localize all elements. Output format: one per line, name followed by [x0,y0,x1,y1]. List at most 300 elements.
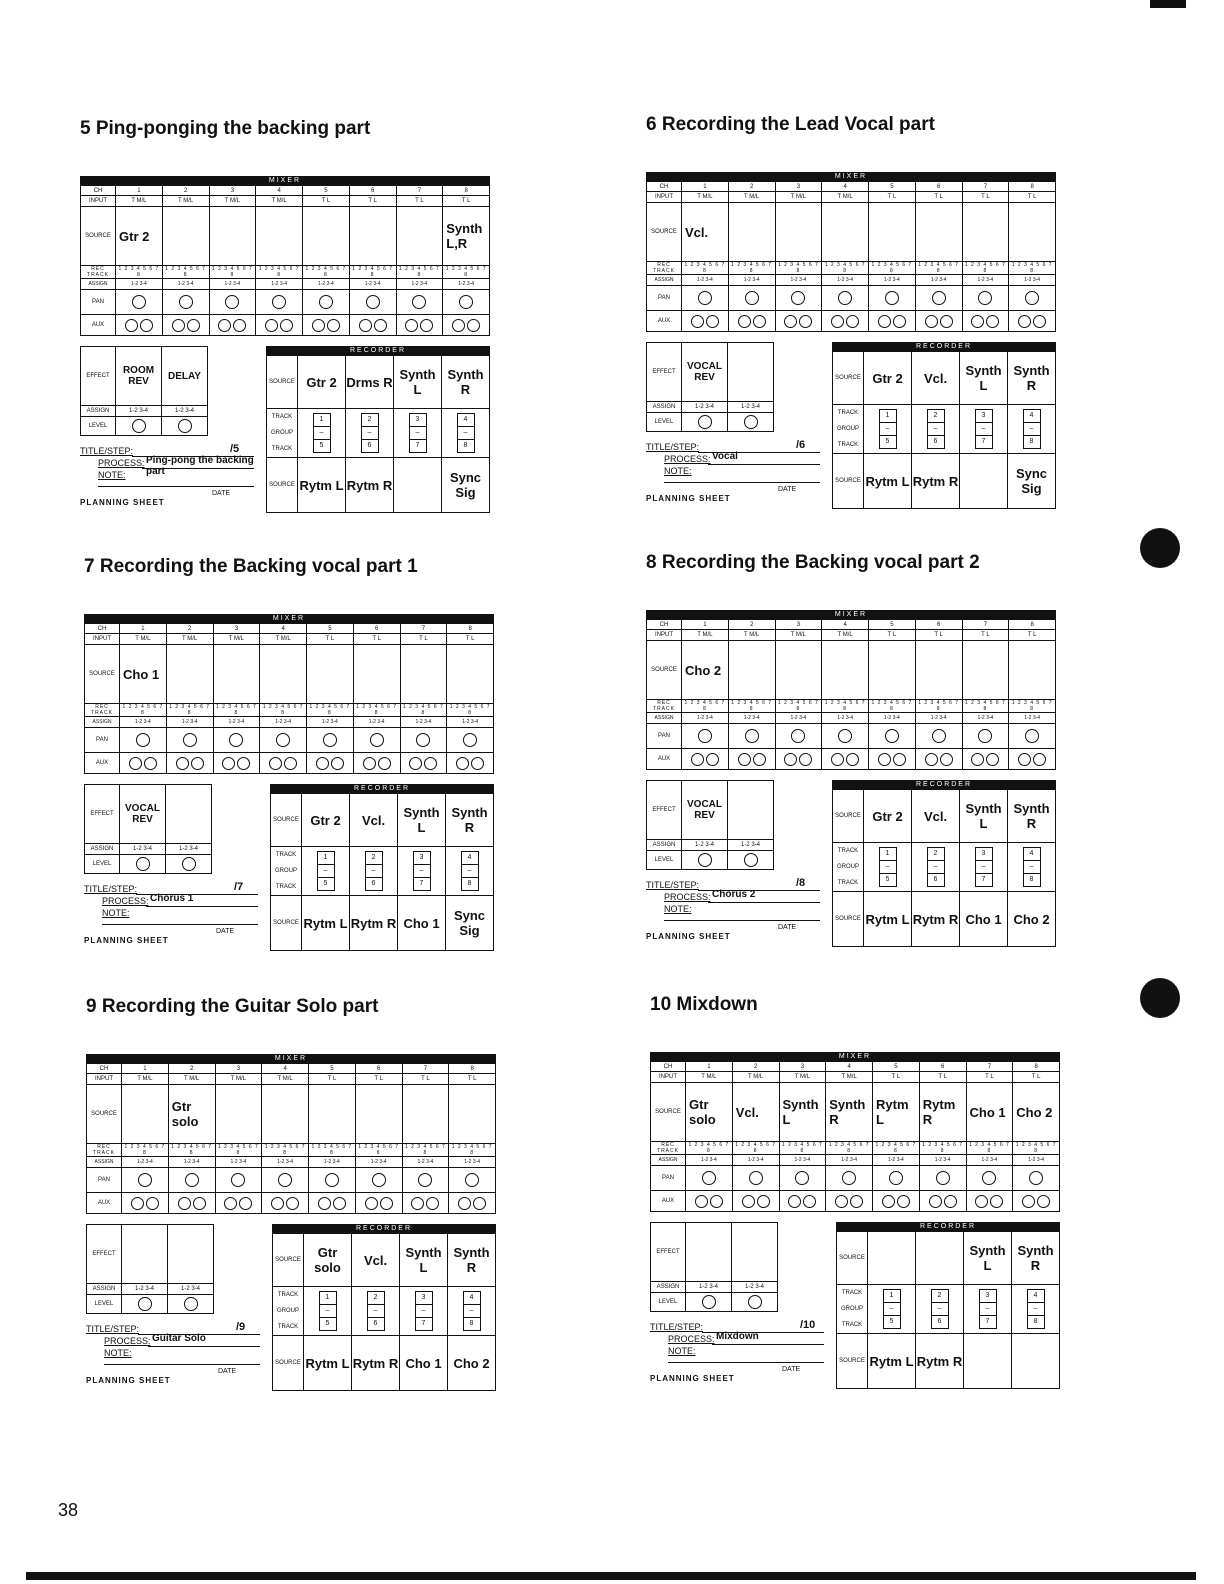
track-number: 1 [318,852,334,865]
mixer-source-cell: Gtr solo [686,1083,733,1142]
recorder-source-cell: Gtr 2 [864,790,912,843]
knob-icon [136,733,150,747]
mixer-source-cell [822,203,869,262]
track-number: 8 [463,442,468,449]
aux-knobs [915,311,962,332]
track-box [975,409,993,449]
group-label: GROUP [276,1308,299,1314]
effect-label: EFFECT [647,781,682,840]
mixer-source-cell [355,1085,402,1144]
knob-icon [325,1173,339,1187]
recorder-source-cell: Synth L [398,794,446,847]
channel-number: 1 [120,624,167,634]
effect-label: EFFECT [85,785,120,844]
section-title: 10 Mixdown [650,994,758,1015]
knob-icon [426,1197,439,1210]
input-selector: T M/L [728,630,775,641]
knob-icon [744,853,758,867]
knob-icon [885,291,899,305]
channel-number: 7 [396,186,443,196]
track-group-box [350,847,398,896]
track-number: 4 [1024,848,1040,861]
assign-selector: 1-2 3-4 [449,1157,496,1168]
aux-knobs [1009,311,1056,332]
rec-source-label: SOURCE [833,892,864,947]
knob-icon [409,757,422,770]
aux-knobs [116,315,163,336]
recorder-source-cell: Synth R [1008,790,1056,843]
track-group-box [346,409,394,458]
aux-knobs [732,1191,779,1212]
effect-2 [728,343,774,402]
mixer-source-cell [353,645,400,704]
recorder-table [270,793,494,951]
track-group-box [446,847,494,896]
channel-number: 6 [915,620,962,630]
knob-icon [791,291,805,305]
knob-icon [990,1195,1003,1208]
input-selector: T L [353,634,400,645]
channel-number: 6 [353,624,400,634]
channel-number: 1 [682,182,729,192]
input-selector: T M/L [822,192,869,203]
effect-assign-2: 1-2 3-4 [728,840,774,851]
assign-selector: 1-2 3-4 [396,279,443,290]
knob-icon [691,753,704,766]
input-selector: T L [869,630,916,641]
knob-icon [323,733,337,747]
planning-section [646,114,1066,514]
knob-icon [140,319,153,332]
pan-label: PAN [651,1166,686,1191]
channel-number: 7 [962,182,1009,192]
channel-number: 3 [209,186,256,196]
group-label: GROUP [836,864,859,870]
effect-table [646,780,774,870]
track-label: TRACK [837,848,859,854]
knob-icon [178,419,192,433]
group-label: GROUP [840,1306,863,1312]
rec-source-label: SOURCE [833,790,864,843]
aux-knobs [166,753,213,774]
mixer-table [646,181,1056,332]
input-selector: T M/L [162,196,209,207]
recorder-source-cell: Gtr 2 [864,352,912,405]
pan-knob [122,1168,169,1193]
track-group-box [1012,1285,1060,1334]
track-box [927,409,945,449]
knob-icon [885,729,899,743]
knob-icon [1037,1195,1050,1208]
level-knob-1 [116,417,162,436]
mixer-source-cell [728,203,775,262]
pan-knob [353,728,400,753]
effect-assign-label: ASSIGN [81,406,116,417]
knob-icon [846,315,859,328]
knob-icon [1018,753,1031,766]
pan-knob [779,1166,826,1191]
knob-icon [138,1173,152,1187]
aux-knobs [966,1191,1013,1212]
rec-track-selector: 1 2 3 4 5 6 7 8 [728,262,775,275]
note-label: NOTE: [664,466,692,476]
aux-label: AUX [81,315,116,336]
knob-icon [378,757,391,770]
knob-icon [222,757,235,770]
assign-label: ASSIGN [81,279,116,290]
recorder-source-cell: Sync Sig [446,896,494,951]
mixer-source-cell [349,207,396,266]
title-step-area [80,443,256,510]
input-selector: T L [915,630,962,641]
rule [712,1344,824,1345]
pan-knob [775,286,822,311]
title-step-area [646,439,822,506]
aux-knobs [682,311,729,332]
group-marker: – [362,427,378,440]
mixer-source-cell [260,645,307,704]
source-label: SOURCE [81,207,116,266]
level-knob-1 [122,1295,168,1314]
knob-icon [237,757,250,770]
aux-knobs [449,1193,496,1214]
knob-icon [136,857,150,871]
channel-number: 6 [919,1062,966,1072]
aux-knobs [309,1193,356,1214]
knob-icon [411,1197,424,1210]
knob-icon [753,753,766,766]
rec-track-selector: 1 2 3 4 5 6 7 8 [309,1144,356,1157]
recorder-source-cell: Drms R [346,356,394,409]
track-label: TRACK [277,1292,299,1298]
date-label: DATE [778,924,797,931]
input-label: INPUT [87,1074,122,1085]
effect-2 [728,781,774,840]
track-group-box [400,1287,448,1336]
rec-track-selector: 1 2 3 4 5 6 7 8 [262,1144,309,1157]
recorder-source-cell: Gtr solo [304,1234,352,1287]
recorder-source-cell: Rytm L [304,1336,352,1391]
knob-icon [284,757,297,770]
track-box [975,847,993,887]
recorder-source-cell: Rytm L [302,896,350,951]
input-selector: T L [307,634,354,645]
assign-selector: 1-2 3-4 [728,275,775,286]
rec-track-label: REC TRACK [651,1142,686,1155]
rec-track-label: REC TRACK [81,266,116,279]
track-number: 1 [320,1292,336,1305]
recorder-block [832,342,1056,506]
assign-selector: 1-2 3-4 [120,717,167,728]
ch-label: CH [87,1064,122,1074]
knob-icon [835,1195,848,1208]
pan-label: PAN [81,290,116,315]
mixer-source-cell: Synth R [826,1083,873,1142]
mixer-source-cell: Rytm R [919,1083,966,1142]
input-selector: T L [873,1072,920,1083]
recorder-source-cell [964,1334,1012,1389]
knob-icon [374,319,387,332]
rule [148,1346,260,1347]
input-selector: T M/L [260,634,307,645]
track-label: TRACK [837,880,859,886]
input-selector: T M/L [682,630,729,641]
track-group-box [298,409,346,458]
track-box [415,1291,433,1331]
knob-icon [131,1197,144,1210]
assign-selector: 1-2 3-4 [919,1155,966,1166]
note-label: NOTE: [102,908,130,918]
pan-knob [682,286,729,311]
knob-icon [172,319,185,332]
assign-label: ASSIGN [87,1157,122,1168]
knob-icon [986,315,999,328]
assign-selector: 1-2 3-4 [915,275,962,286]
knob-icon [706,753,719,766]
knob-icon [184,1297,198,1311]
assign-selector: 1-2 3-4 [307,717,354,728]
step-number: /7 [234,881,244,893]
assign-selector: 1-2 3-4 [355,1157,402,1168]
aux-knobs [122,1193,169,1214]
mixer-source-cell [775,203,822,262]
planning-sheet-label: PLANNING SHEET [84,936,169,945]
knob-icon [925,315,938,328]
section-title: 8 Recording the Backing vocal part 2 [646,552,980,573]
knob-icon [380,1197,393,1210]
pan-knob [682,724,729,749]
track-number: 4 [1024,410,1040,423]
mixer-source-cell [309,1085,356,1144]
planning-section [80,118,500,518]
recorder-block [832,780,1056,944]
channel-number: 1 [686,1062,733,1072]
knob-icon [940,753,953,766]
recorder-source-cell: Vcl. [912,790,960,843]
track-box [1023,409,1041,449]
process-label: PROCESS: [102,896,149,906]
mixer-source-cell [449,1085,496,1144]
pan-knob [116,290,163,315]
aux-knobs [775,311,822,332]
mixer-source-cell: Cho 2 [682,641,729,700]
track-number: 1 [880,410,896,423]
step-number: /9 [236,1321,246,1333]
track-group-box [304,1287,352,1336]
group-marker: – [416,1305,432,1318]
knob-icon [265,319,278,332]
effect-assign-label: ASSIGN [651,1282,686,1293]
recorder-header: RECORDER [266,346,490,355]
aux-knobs [1013,1191,1060,1212]
aux-knobs [353,753,400,774]
process-value: Chorus 2 [712,889,756,900]
aux-knobs [349,315,396,336]
process-label: PROCESS: [668,1334,715,1344]
aux-knobs [400,753,447,774]
effect-label: EFFECT [87,1225,122,1284]
aux-knobs [728,311,775,332]
effect-assign-1: 1-2 3-4 [682,402,728,413]
input-selector: T M/L [116,196,163,207]
note-label: NOTE: [668,1346,696,1356]
pan-knob [447,728,494,753]
assign-selector: 1-2 3-4 [682,275,729,286]
pan-knob [162,290,209,315]
channel-number: 4 [262,1064,309,1074]
track-number: 7 [415,442,420,449]
input-selector: T L [309,1074,356,1085]
aux-knobs [162,315,209,336]
knob-icon [975,1195,988,1208]
track-number: 5 [319,442,324,449]
track-box [457,413,475,453]
knob-icon [316,757,329,770]
channel-number: 4 [822,182,869,192]
recorder-source-cell: Synth L [960,352,1008,405]
mixer-header: MIXER [650,1052,1060,1061]
knob-icon [742,1195,755,1208]
knob-icon [940,315,953,328]
rec-source-label: SOURCE [837,1232,868,1285]
rec-track-selector: 1 2 3 4 5 6 7 8 [728,700,775,713]
track-group-box [864,405,912,454]
track-number: 7 [421,1320,426,1327]
effect-table [646,342,774,432]
knob-icon [971,753,984,766]
planning-sheet [86,1054,496,1388]
pan-knob [260,728,307,753]
date-label: DATE [218,1368,237,1375]
assign-selector: 1-2 3-4 [353,717,400,728]
rec-track-selector: 1 2 3 4 5 6 7 8 [822,262,869,275]
effect-1: ROOM REV [116,347,162,406]
pan-knob [822,724,869,749]
knob-icon [229,733,243,747]
rec-track-selector: 1 2 3 4 5 6 7 8 [168,1144,215,1157]
aux-knobs [168,1193,215,1214]
mixer-source-cell [400,645,447,704]
knob-icon [372,1173,386,1187]
knob-icon [146,1197,159,1210]
knob-icon [467,319,480,332]
process-label: PROCESS: [104,1336,151,1346]
channel-number: 5 [303,186,350,196]
planning-sheet [646,610,1056,944]
effect-2 [166,785,212,844]
knob-icon [1025,729,1039,743]
mixer-source-cell [869,203,916,262]
input-selector: T L [449,1074,496,1085]
rec-source-label: SOURCE [837,1334,868,1389]
input-selector: T L [1013,1072,1060,1083]
knob-icon [459,295,473,309]
mixer-source-cell: Cho 1 [120,645,167,704]
planning-section [84,556,504,956]
pan-knob [400,728,447,753]
track-number: 2 [366,852,382,865]
rec-track-selector: 1 2 3 4 5 6 7 8 [396,266,443,279]
mixer-source-cell [396,207,443,266]
rule [708,464,820,465]
knob-icon [706,315,719,328]
mixer-source-cell [962,641,1009,700]
assign-selector: 1-2 3-4 [962,275,1009,286]
input-selector: T M/L [822,630,869,641]
channel-number: 8 [1009,182,1056,192]
track-box [365,851,383,891]
recorder-source-cell: Synth R [1008,352,1056,405]
recorder-source-cell: Cho 1 [400,1336,448,1391]
recorder-source-cell: Vcl. [912,352,960,405]
recorder-source-cell: Cho 1 [960,892,1008,947]
track-group-box [442,409,490,458]
knob-icon [412,295,426,309]
channel-number: 7 [400,624,447,634]
recorder-source-cell: Cho 2 [1008,892,1056,947]
knob-icon [278,1173,292,1187]
planning-sheet [84,614,494,948]
pan-knob [355,1168,402,1193]
effect-label: EFFECT [651,1223,686,1282]
aux-knobs [728,749,775,770]
level-knob-1 [686,1293,732,1312]
effect-assign-1: 1-2 3-4 [116,406,162,417]
assign-selector: 1-2 3-4 [775,275,822,286]
assign-selector: 1-2 3-4 [1009,713,1056,724]
effect-assign-label: ASSIGN [647,840,682,851]
track-number: 8 [469,1320,474,1327]
knob-icon [738,315,751,328]
track-group-labels [273,1287,304,1336]
pan-knob [303,290,350,315]
recorder-block [266,346,490,510]
recorder-table [832,351,1056,509]
track-group-box [448,1287,496,1336]
rec-track-selector: 1 2 3 4 5 6 7 8 [962,262,1009,275]
mixer-source-cell: Cho 2 [1013,1083,1060,1142]
track-number: 6 [937,1318,942,1325]
track-number: 4 [464,1292,480,1305]
process-value: Guitar Solo [152,1333,206,1344]
mixer-header: MIXER [646,610,1056,619]
assign-selector: 1-2 3-4 [168,1157,215,1168]
group-label: GROUP [836,426,859,432]
assign-selector: 1-2 3-4 [213,717,260,728]
level-knob-1 [682,851,728,870]
rec-track-selector: 1 2 3 4 5 6 7 8 [449,1144,496,1157]
knob-icon [452,319,465,332]
channel-number: 3 [779,1062,826,1072]
recorder-source-cell [916,1232,964,1285]
pan-knob [309,1168,356,1193]
assign-selector: 1-2 3-4 [116,279,163,290]
recorder-block [270,784,494,948]
knob-icon [1033,753,1046,766]
knob-icon [971,315,984,328]
level-knob-2 [728,851,774,870]
knob-icon [225,295,239,309]
recorder-header: RECORDER [836,1222,1060,1231]
rec-track-selector: 1 2 3 4 5 6 7 8 [1009,262,1056,275]
mixer-source-cell [822,641,869,700]
knob-icon [702,1171,716,1185]
group-marker: – [928,861,944,874]
effect-1 [122,1225,168,1284]
rec-track-selector: 1 2 3 4 5 6 7 8 [775,262,822,275]
planning-section [86,996,506,1396]
mixer-header: MIXER [80,176,490,185]
